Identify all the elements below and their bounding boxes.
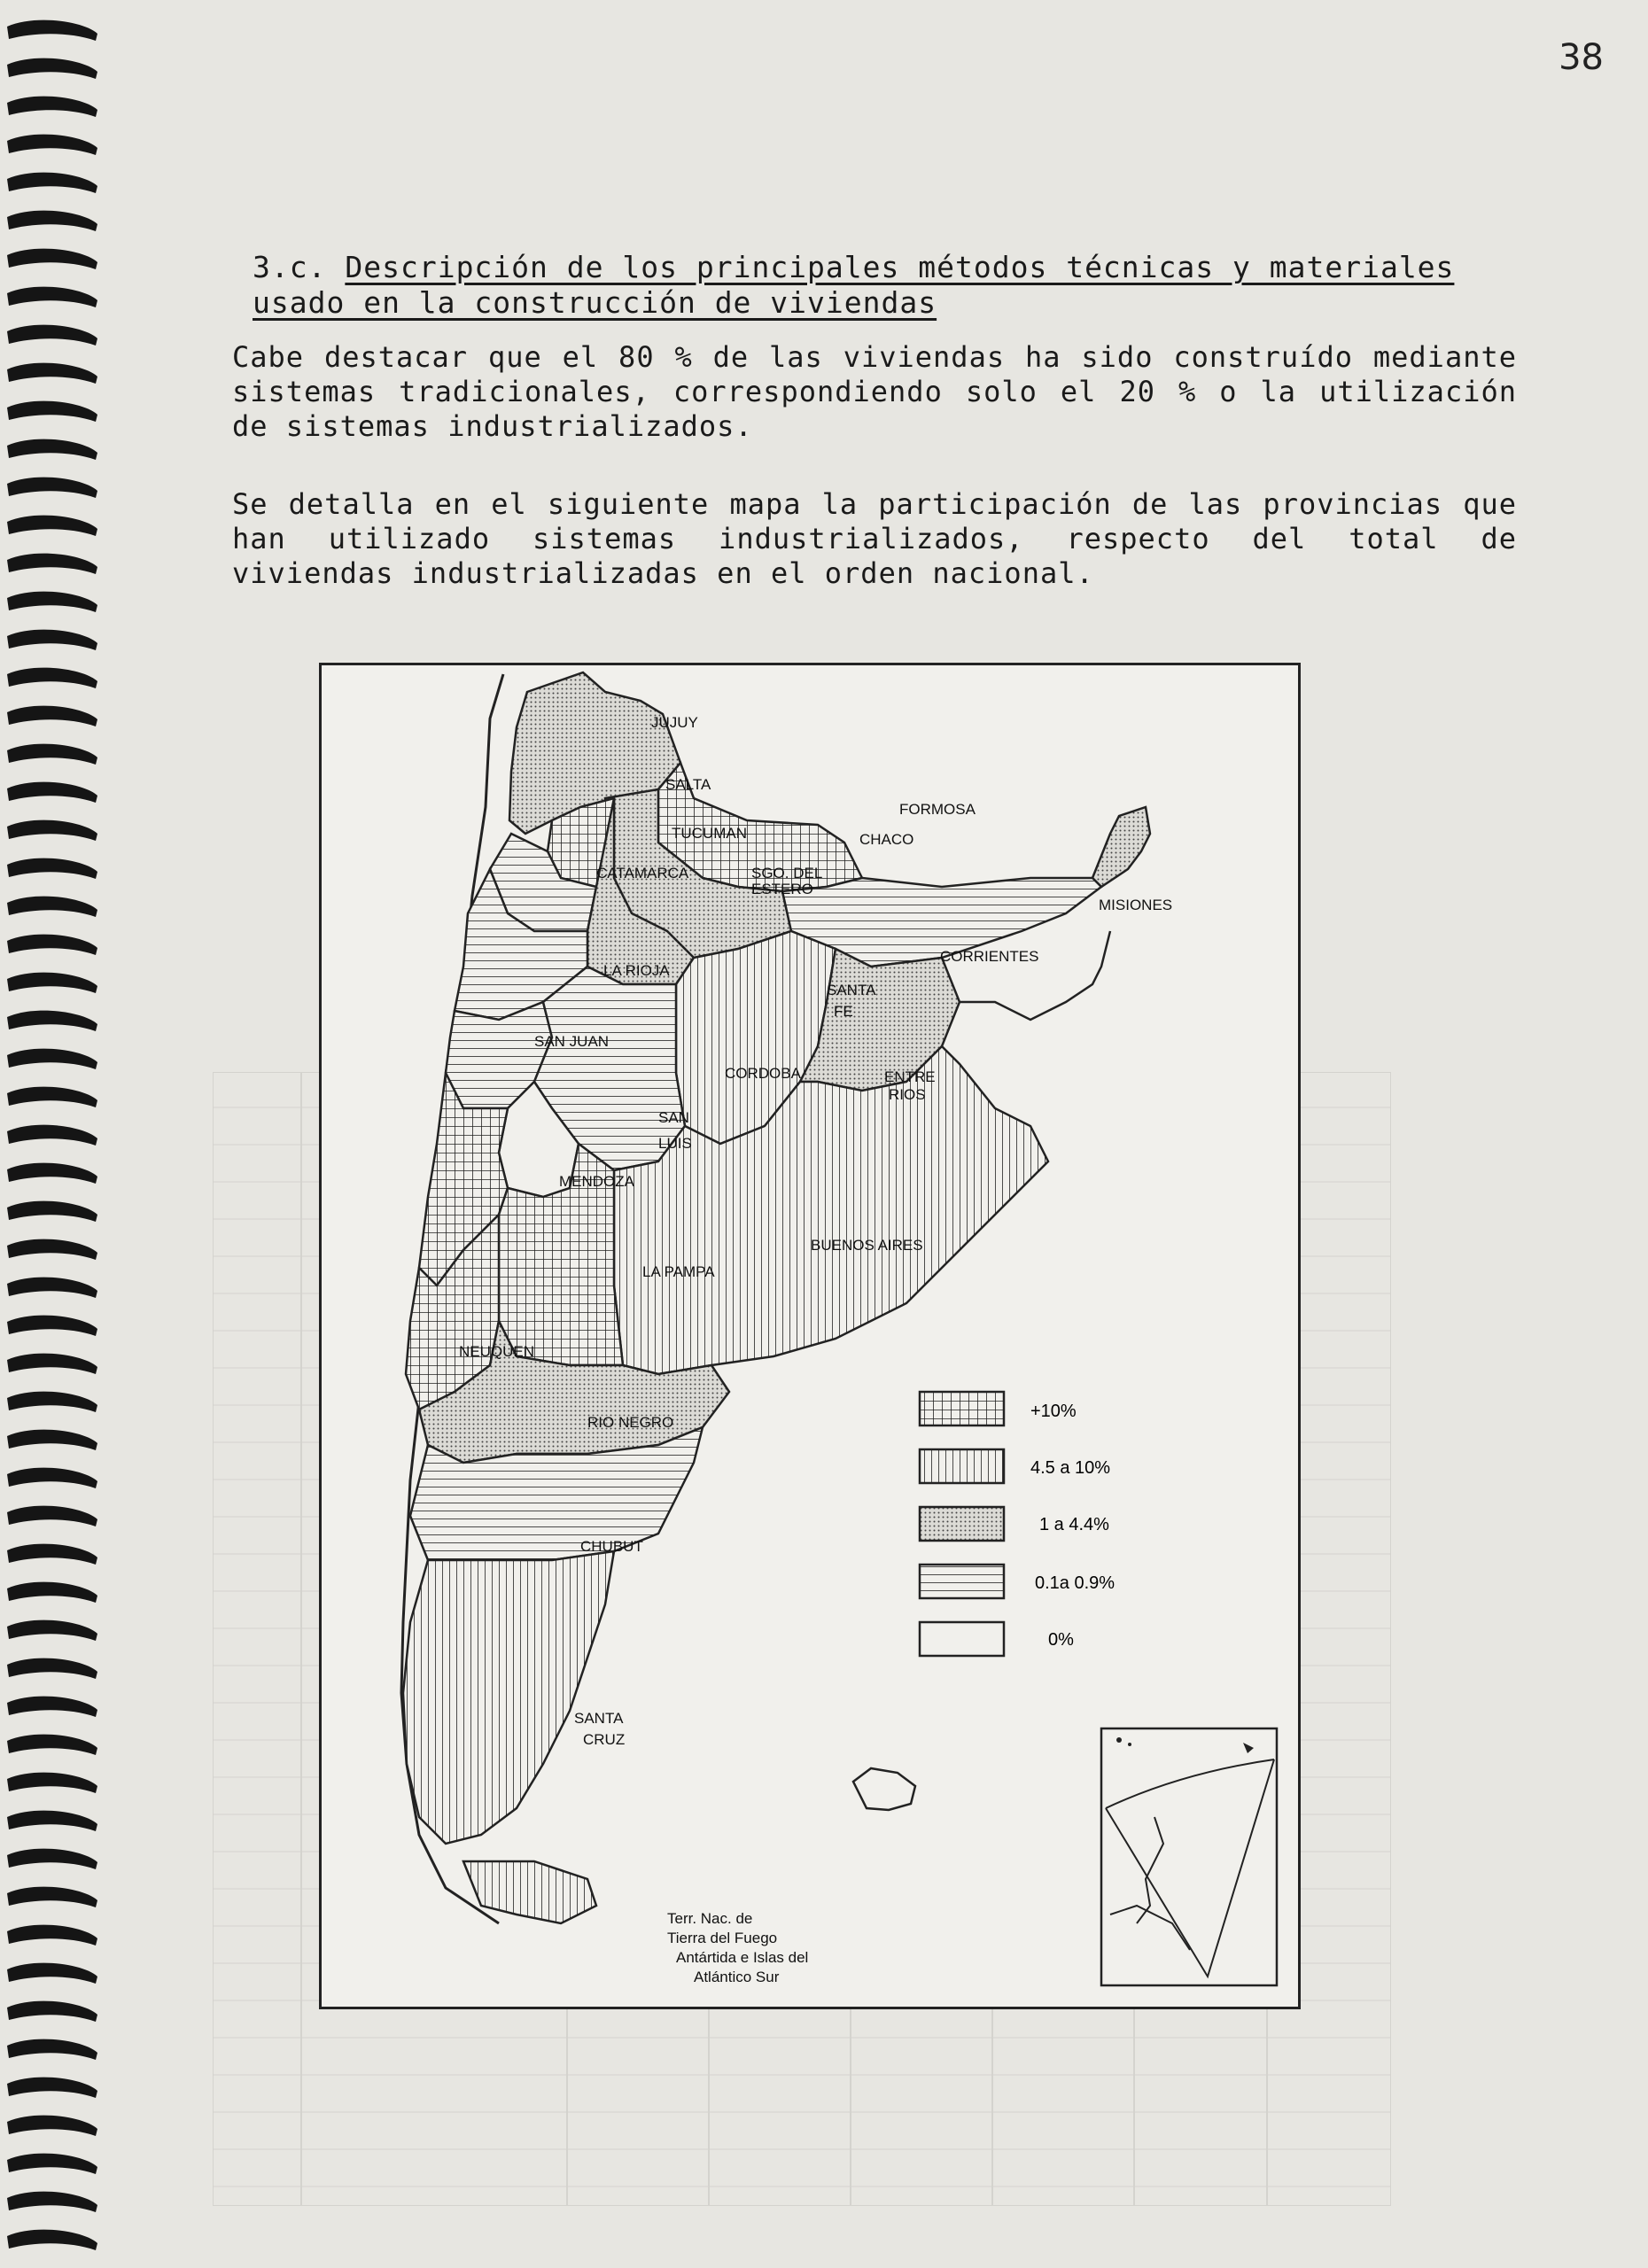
binding-coil: [7, 401, 97, 422]
legend-label-3: 1 a 4.4%: [1039, 1515, 1109, 1534]
label-jujuy: JUJUY: [651, 714, 698, 731]
label-san-juan: SAN JUAN: [534, 1033, 610, 1050]
label-formosa: FORMOSA: [899, 801, 976, 818]
binding-coil: [7, 1925, 97, 1946]
binding-coil: [7, 1658, 97, 1679]
binding-coil: [7, 2154, 97, 2174]
legend-swatch-vertical: [920, 1449, 1004, 1483]
legend-swatch-dots: [920, 1507, 1004, 1541]
section-number: 3.c.: [253, 250, 327, 284]
label-la-pampa: LA PAMPA: [642, 1263, 715, 1280]
binding-coil: [7, 1316, 97, 1336]
binding-coil: [7, 20, 97, 41]
section-title: Descripción de los principales métodos técnicas y materiales usado en la construcción de viviendas: [253, 250, 1455, 320]
label-catamarca: CATAMARCA: [596, 865, 689, 882]
binding-coil: [7, 2230, 97, 2250]
map-figure: [319, 663, 1301, 2009]
binding-coil: [7, 1887, 97, 1907]
paragraph-traditional-systems: Cabe destacar que el 80 % de las viviendas ha sido construído mediante sistemas tradicionales, correspondiendo solo el 20 % o la utilización de sistemas industrializados.: [232, 340, 1517, 443]
label-san-luis-2: LUIS: [658, 1135, 692, 1152]
binding-coil: [7, 1468, 97, 1488]
binding-coil: [7, 1163, 97, 1184]
label-chubut: CHUBUT: [580, 1538, 643, 1555]
binding-coil: [7, 1849, 97, 1869]
binding-coil: [7, 325, 97, 346]
binding-coil: [7, 554, 97, 574]
binding-coil: [7, 782, 97, 803]
binding-coil: [7, 706, 97, 726]
label-tierra-1: Terr. Nac. de: [667, 1910, 753, 1927]
label-la-rioja: LA RIOJA: [603, 962, 670, 979]
binding-coil: [7, 58, 97, 79]
binding-coil: [7, 897, 97, 917]
label-misiones: MISIONES: [1099, 897, 1173, 913]
label-santa-cruz-2: CRUZ: [583, 1731, 626, 1748]
label-sgo-estero-2: ESTERO: [751, 881, 813, 897]
binding-coil: [7, 2078, 97, 2098]
label-cordoba: CORDOBA: [725, 1065, 801, 1082]
legend-label-2: 4.5 a 10%: [1030, 1458, 1111, 1478]
paragraph-map-intro: Se detalla en el siguiente mapa la participación de las provincias que han utilizado sistemas industrializados, respecto del total de viviendas industrializadas en el orden nacional.: [232, 487, 1517, 590]
binding-coil: [7, 858, 97, 879]
legend-label-1: +10%: [1030, 1402, 1077, 1421]
label-tierra-3: Antártida e Islas del: [676, 1949, 809, 1966]
binding-coil: [7, 1582, 97, 1603]
binding-coil: [7, 1049, 97, 1069]
binding-coil: [7, 287, 97, 307]
binding-coil: [7, 1087, 97, 1107]
binding-coil: [7, 1392, 97, 1412]
legend-swatch-horizontal: [920, 1565, 1004, 1598]
label-tucuman: TUCUMAN: [672, 825, 747, 842]
map-legend: [920, 1392, 1115, 1656]
binding-coil: [7, 1239, 97, 1260]
binding-coil: [7, 173, 97, 193]
binding-coil: [7, 1735, 97, 1755]
binding-coil: [7, 478, 97, 498]
binding-coil: [7, 973, 97, 993]
binding-coil: [7, 1773, 97, 1793]
binding-coil: [7, 668, 97, 688]
binding-coil: [7, 1506, 97, 1526]
region-misiones: [1092, 807, 1150, 887]
binding-coil: [7, 744, 97, 765]
malvinas-islands: [853, 1768, 915, 1810]
label-chaco: CHACO: [859, 831, 914, 848]
binding-coil: [7, 1430, 97, 1450]
binding-coil: [7, 97, 97, 117]
label-salta: SALTA: [665, 776, 711, 793]
binding-coil: [7, 1811, 97, 1831]
label-santa-fe-2: FE: [834, 1003, 853, 1020]
legend-swatch-blank: [920, 1622, 1004, 1656]
binding-coil: [7, 630, 97, 650]
binding-coil: [7, 211, 97, 231]
binding-coil: [7, 2039, 97, 2060]
spiral-binding: [0, 0, 106, 2268]
binding-coil: [7, 1544, 97, 1565]
binding-coil: [7, 1620, 97, 1641]
label-mendoza: MENDOZA: [559, 1173, 634, 1190]
label-tierra-2: Tierra del Fuego: [667, 1930, 778, 1946]
label-entre-rios-2: RIOS: [889, 1086, 926, 1103]
binding-coil: [7, 1697, 97, 1717]
legend-label-4: 0.1a 0.9%: [1035, 1573, 1116, 1593]
label-neuquen: NEUQUEN: [459, 1343, 535, 1360]
legend-swatch-grid: [920, 1392, 1004, 1425]
label-tierra-4: Atlántico Sur: [694, 1969, 780, 1985]
binding-coil: [7, 1354, 97, 1374]
antarctica-inset: [1101, 1728, 1277, 1985]
label-corrientes: CORRIENTES: [940, 948, 1039, 965]
binding-coil: [7, 1963, 97, 1984]
label-san-luis-1: SAN: [658, 1109, 689, 1126]
binding-coil: [7, 2192, 97, 2212]
page-number: 38: [1559, 37, 1604, 78]
binding-coil: [7, 1125, 97, 1146]
binding-coil: [7, 516, 97, 536]
binding-coil: [7, 935, 97, 955]
label-entre-rios-1: ENTRE: [884, 1068, 936, 1085]
binding-coil: [7, 2116, 97, 2136]
label-santa-cruz-1: SANTA: [574, 1710, 624, 1727]
label-santa-fe-1: SANTA: [827, 982, 876, 998]
binding-coil: [7, 592, 97, 612]
binding-coil: [7, 1278, 97, 1298]
binding-coil: [7, 363, 97, 384]
binding-coil: [7, 1011, 97, 1031]
binding-coil: [7, 439, 97, 460]
region-santa-cruz: [403, 1551, 614, 1844]
binding-coil: [7, 1201, 97, 1222]
label-rio-negro: RIO NEGRO: [587, 1414, 674, 1431]
label-sgo-estero-1: SGO. DEL: [751, 865, 823, 882]
legend-label-5: 0%: [1048, 1630, 1074, 1650]
section-heading: [253, 250, 1520, 321]
binding-coil: [7, 249, 97, 269]
binding-coil: [7, 135, 97, 155]
binding-coil: [7, 2001, 97, 2022]
argentina-map: [322, 665, 1298, 2007]
binding-coil: [7, 820, 97, 841]
label-buenos-aires: BUENOS AIRES: [811, 1237, 923, 1254]
